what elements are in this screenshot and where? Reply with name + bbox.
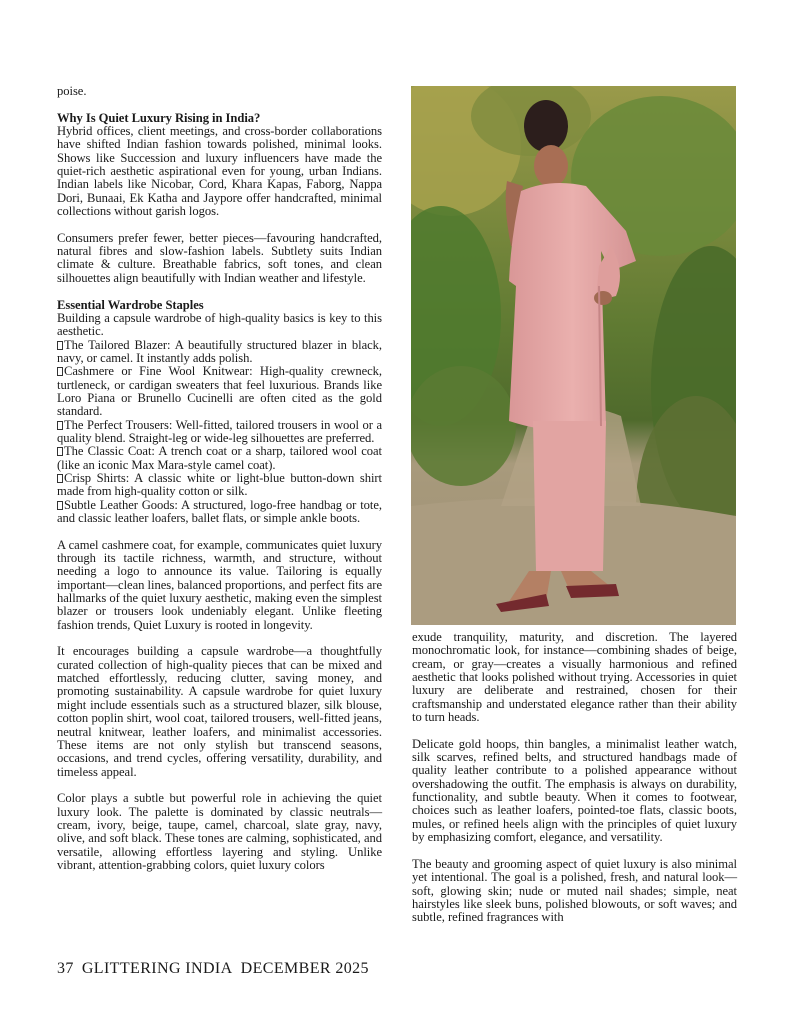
staple-item: Subtle Leather Goods: A structured, logo-free handbag or tote, and classic leather loafers, ballet flats, or simple ankle boots. bbox=[57, 497, 382, 525]
paragraph-color-palette: Color plays a subtle but powerful role in achieving the quiet luxury look. The palette is dominated by classic neutrals—cream, ivory, beige, taupe, camel, charcoal, slate gray, navy, olive, and soft black. These tones are calming, sophisticated, and versatile, allowing effortless layering and styling. Unlike vibrant, attention-grabbing colors, quiet luxury colors bbox=[57, 791, 382, 872]
missing-glyph-bullet-icon bbox=[57, 341, 63, 350]
missing-glyph-bullet-icon bbox=[57, 474, 63, 483]
section-heading-wardrobe-staples: Essential Wardrobe Staples bbox=[57, 297, 204, 312]
missing-glyph-bullet-icon bbox=[57, 501, 63, 510]
left-text-column bbox=[57, 85, 382, 872]
missing-glyph-bullet-icon bbox=[57, 447, 63, 456]
section-heading-why-rising: Why Is Quiet Luxury Rising in India? bbox=[57, 110, 261, 125]
staple-item: The Tailored Blazer: A beautifully structured blazer in black, navy, or camel. It instantly adds polish. bbox=[57, 337, 382, 365]
missing-glyph-bullet-icon bbox=[57, 421, 63, 430]
paragraph-consumers: Consumers prefer fewer, better pieces—favouring handcrafted, natural fibres and slow-fashion labels. Subtlety suits Indian climate & culture. Breathable fabrics, soft tones, and clean silhouettes align beautifully with Indian weather and lifestyle. bbox=[57, 230, 382, 285]
staple-item: Crisp Shirts: A classic white or light-blue button-down shirt made from high-quality cotton or silk. bbox=[57, 470, 382, 499]
paragraph-beauty-grooming: The beauty and grooming aspect of quiet luxury is also minimal yet intentional. The goal is a polished, fresh, and natural look—soft, glowing skin; nude or muted nail shades; simple, neat hairstyles like sleek buns, polished blowouts, or soft waves; and subtle, refined fragrances with bbox=[412, 856, 737, 925]
paragraph-hybrid-offices: Hybrid offices, client meetings, and cross-border collaborations have shifted Indian fashion towards polished, minimal looks. Shows like Succession and luxury influencers have made the quiet-rich aesthetic aspirational even for young, urban Indians. Indian labels like Nicobar, Cord, Khara Kapas, Faborg, Nappa Dori, Bunaai, Ek Katha and Jaypore offer handcrafted, minimal collections without garish logos. bbox=[57, 124, 382, 219]
paragraph-exude-tranquility: exude tranquility, maturity, and discretion. The layered monochromatic look, for instance—combining shades of beige, cream, or gray—creates a visually harmonious and refined aesthetic that looks polished without trying. Accessories in quiet luxury are deliberate and restrained, chosen for their craftsmanship and understated elegance rather than their ability to turn heads. bbox=[412, 630, 737, 725]
publication-name: GLITTERING INDIA bbox=[81, 960, 233, 977]
fashion-photo bbox=[411, 86, 736, 625]
issue-date: DECEMBER 2025 bbox=[240, 960, 369, 977]
page-footer bbox=[57, 960, 377, 978]
paragraph-camel-coat: A camel cashmere coat, for example, communicates quiet luxury through its tactile richness, warmth, and structure, without needing a logo to announce its value. Tailoring is equally important—clean lines, balanced proportions, and perfect fits are hallmarks of the quiet luxury aesthetic, making even the simplest blazer or trousers look undeniably elegant. Unlike fleeting fashion trends, Quiet Luxury is rooted in longevity. bbox=[57, 537, 382, 632]
staple-item: Cashmere or Fine Wool Knitwear: High-quality crewneck, turtleneck, or cardigan sweaters that feel luxurious. Brands like Loro Piana or Brunello Cucinelli are often cited as the gold standard. bbox=[57, 364, 382, 419]
missing-glyph-bullet-icon bbox=[57, 367, 63, 376]
paragraph-capsule-wardrobe: It encourages building a capsule wardrobe—a thoughtfully curated collection of high-quality pieces that can be mixed and matched effortlessly, reducing clutter, saving money, and promoting sustainability. A capsule wardrobe for quiet luxury might include essentials such as a structured blazer, silk blouse, cotton poplin shirt, wool coat, tailored trousers, well-fitted jeans, neutral knitwear, leather loafers, and minimalist accessories. These items are not only stylish but transcend seasons, occasions, and trend cycles, offering versatility, durability, and timeless appeal. bbox=[57, 644, 382, 779]
staple-item: The Classic Coat: A trench coat or a sharp, tailored wool coat (like an iconic Max Mara-style camel coat). bbox=[57, 444, 382, 472]
carryover-text: poise. bbox=[57, 84, 87, 98]
paragraph-staples-intro: Building a capsule wardrobe of high-quality basics is key to this aesthetic. bbox=[57, 310, 382, 339]
paragraph-accessories: Delicate gold hoops, thin bangles, a minimalist leather watch, silk scarves, refined belts, and structured handbags made of quality leather contribute to a polished appearance without overshadowing the outfit. The emphasis is always on durability, functionality, and subtle beauty. When it comes to footwear, choices such as leather loafers, pointed-toe flats, classic boots, mules, or refined heels align with the principles of quiet luxury by emphasizing comfort, elegance, and versatility. bbox=[412, 736, 737, 845]
staple-item: The Perfect Trousers: Well-fitted, tailored trousers in wool or a quality blend. Straight-leg or wide-leg silhouettes are preferred. bbox=[57, 417, 382, 445]
page-number: 37 bbox=[57, 960, 74, 977]
right-text-column bbox=[412, 631, 737, 925]
